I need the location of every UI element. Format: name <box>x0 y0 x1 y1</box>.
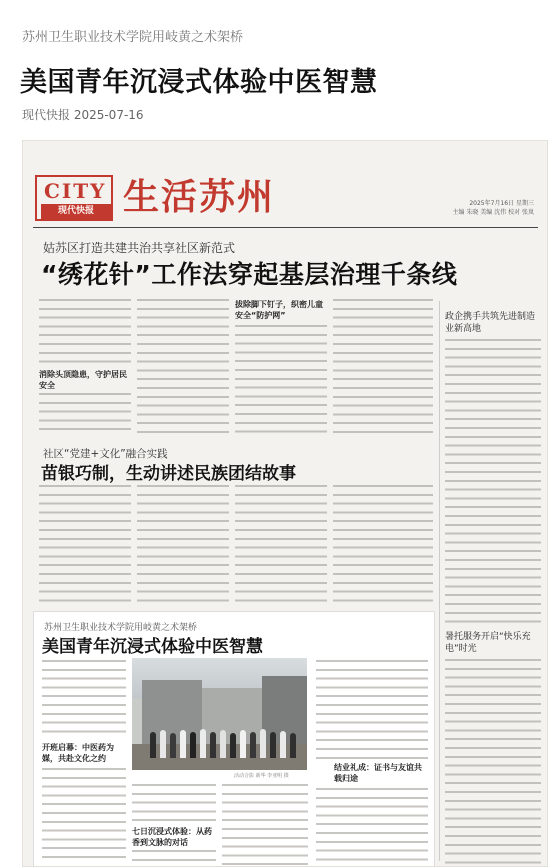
photo-person <box>180 730 186 758</box>
sidebar-rule <box>439 301 440 861</box>
photo-person <box>210 732 216 758</box>
lead-column-3 <box>235 325 327 437</box>
second-column-2 <box>137 485 229 603</box>
feature-column-1b <box>42 768 126 864</box>
masthead-brand: 现代快报 <box>41 204 111 219</box>
second-column-4 <box>333 485 433 603</box>
article-header <box>0 0 557 140</box>
sidebar-story-2-head: 暑托服务开启“快乐充电”时光 <box>445 632 531 654</box>
feature-subhead-1: 开班启幕：中医药为媒，共赴文化之约 <box>42 743 114 763</box>
photo-person <box>200 729 206 758</box>
feature-column-3 <box>222 784 308 866</box>
photo-person <box>170 733 176 758</box>
feature-column-2b <box>132 850 216 866</box>
second-subhead: 社区“党建+文化”融合实践 <box>43 448 168 460</box>
second-headline: 苗银巧制，生动讲述民族团结故事 <box>41 464 296 484</box>
lead-inline-head-2: 拔除脚下钉子，织密儿童安全“防护网” <box>235 300 323 320</box>
article-kicker: 苏州卫生职业技术学院用岐黄之术架桥 <box>22 30 244 45</box>
second-column-1 <box>39 485 131 603</box>
feature-story <box>33 611 435 867</box>
photo-person <box>270 732 276 758</box>
masthead-section-title: 生活苏州 <box>123 176 276 218</box>
photo-person <box>220 730 226 758</box>
photo-person <box>190 732 196 758</box>
lead-subhead: 姑苏区打造共建共治共享社区新范式 <box>43 241 236 255</box>
sidebar-story-1-text <box>445 339 541 623</box>
photo-person <box>230 733 236 758</box>
lead-headline: “绣花针”工作法穿起基层治理千条线 <box>41 260 458 289</box>
feature-subhead-2: 七日沉浸式体验：从药香到文脉的对话 <box>132 827 212 847</box>
lead-inline-head-1: 消除头顶隐患，守护居民安全 <box>39 370 127 390</box>
photo-person <box>150 732 156 758</box>
lead-column-1b <box>39 393 131 437</box>
feature-kicker: 苏州卫生职业技术学院用岐黄之术架桥 <box>44 623 198 633</box>
masthead-city: CITY <box>44 179 107 203</box>
newspaper-page-image <box>22 140 548 867</box>
masthead <box>33 171 538 221</box>
sidebar-story-2-text <box>445 659 541 865</box>
photo-person <box>260 729 266 758</box>
sidebar-story-1-head: 政企携手共筑先进制造业新高地 <box>445 312 536 334</box>
feature-column-4b <box>316 788 428 866</box>
masthead-editors: 主编 朱晓 美编 沈伟 校对 张岚 <box>452 209 534 216</box>
masthead-meta <box>452 199 534 217</box>
masthead-rule <box>33 227 538 228</box>
photo-person <box>250 732 256 758</box>
photo-person <box>240 730 246 758</box>
feature-column-4a <box>316 660 428 760</box>
feature-subhead-3: 结业礼成：证书与友谊共载归途 <box>334 763 422 783</box>
feature-column-2a <box>132 784 216 824</box>
photo-person <box>280 731 286 758</box>
photo-person <box>160 730 166 758</box>
masthead-date: 2025年7月16日 星期三 <box>469 200 534 207</box>
lead-column-4 <box>333 299 433 437</box>
masthead-logo-box <box>35 175 113 221</box>
photo-person <box>290 733 296 758</box>
article-headline: 美国青年沉浸式体验中医智慧 <box>20 67 378 98</box>
group-photo <box>132 658 307 770</box>
photo-caption: 活动合影 新华 李亚明 摄 <box>234 773 289 779</box>
feature-headline: 美国青年沉浸式体验中医智慧 <box>42 637 263 657</box>
second-column-3 <box>235 485 327 603</box>
lead-column-2 <box>137 299 229 437</box>
article-byline: 现代快报 2025-07-16 <box>22 108 144 122</box>
feature-column-1a <box>42 660 126 738</box>
lead-column-1a <box>39 299 131 369</box>
